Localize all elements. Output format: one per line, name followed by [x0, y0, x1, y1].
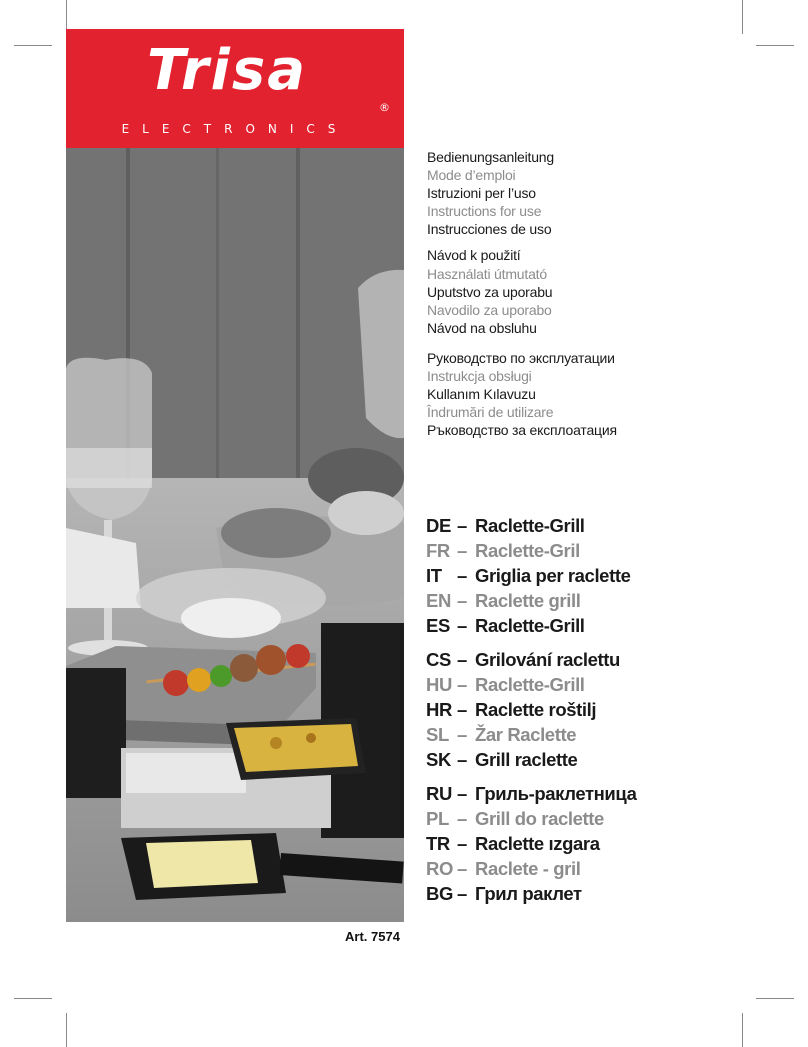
crop-mark	[756, 998, 794, 999]
product-title: Raclette grill	[475, 590, 581, 611]
instructions-item: Instrukcja obsługi	[427, 368, 532, 385]
language-code: RO	[426, 858, 453, 879]
product-title: Гриль-раклетница	[475, 783, 637, 804]
language-code: FR	[426, 540, 450, 561]
dash: –	[457, 565, 467, 586]
dash: –	[457, 540, 467, 561]
product-title-row	[426, 613, 636, 638]
dash: –	[457, 858, 467, 879]
language-code: DE	[426, 515, 451, 536]
instructions-item: Uputstvo za uporabu	[427, 283, 553, 300]
dash: –	[457, 590, 467, 611]
instructions-item: Instrucciones de uso	[427, 221, 552, 238]
product-titles-list	[426, 513, 636, 906]
crop-mark	[14, 998, 52, 999]
language-code: TR	[426, 833, 450, 854]
brand-logo	[66, 29, 404, 148]
product-title-row	[426, 831, 636, 856]
crop-mark	[14, 45, 52, 46]
product-title: Raclete - gril	[475, 858, 581, 879]
language-code: EN	[426, 590, 451, 611]
product-title-row	[426, 881, 636, 906]
product-title: Griglia per raclette	[475, 565, 631, 586]
crop-mark	[742, 0, 743, 34]
product-title: Raclette-Gril	[475, 540, 580, 561]
product-title: Raclette-Grill	[475, 674, 585, 695]
product-title: Grill raclette	[475, 749, 578, 770]
language-code: PL	[426, 808, 449, 829]
product-title-row	[426, 856, 636, 881]
product-title-row	[426, 672, 636, 697]
product-title: Raclette-Grill	[475, 615, 585, 636]
crop-mark	[742, 1013, 743, 1047]
product-title-row	[426, 647, 636, 672]
instructions-item: Руководство по эксплуатации	[427, 349, 615, 366]
product-title-row	[426, 781, 636, 806]
language-code: SK	[426, 749, 451, 770]
instructions-list	[427, 148, 617, 439]
language-code: HR	[426, 699, 452, 720]
language-code: CS	[426, 649, 451, 670]
instructions-item: Návod na obsluhu	[427, 319, 537, 336]
language-code: BG	[426, 883, 453, 904]
product-title-row	[426, 722, 636, 747]
dash: –	[457, 674, 467, 695]
dash: –	[457, 833, 467, 854]
product-title: Raclette-Grill	[475, 515, 585, 536]
language-code: IT	[426, 565, 442, 586]
product-title-row	[426, 563, 636, 588]
dash: –	[457, 883, 467, 904]
dash: –	[457, 808, 467, 829]
dash: –	[457, 724, 467, 745]
dash: –	[457, 783, 467, 804]
product-title: Raclette ızgara	[475, 833, 600, 854]
instructions-item: Istruzioni per l’uso	[427, 185, 536, 202]
instructions-item: Kullanım Kılavuzu	[427, 386, 536, 403]
dash: –	[457, 699, 467, 720]
product-title: Raclette roštilj	[475, 699, 597, 720]
product-title-row	[426, 747, 636, 772]
product-title-row	[426, 806, 636, 831]
instructions-item: Ръководство за експлоатация	[427, 422, 617, 439]
product-title-row	[426, 538, 636, 563]
product-photo	[66, 148, 404, 922]
dash: –	[457, 649, 467, 670]
dash: –	[457, 749, 467, 770]
instructions-item: Mode d’emploi	[427, 167, 516, 184]
language-code: HU	[426, 674, 452, 695]
brand-name: Trisa	[147, 38, 307, 103]
instructions-item: Bedienungsanleitung	[427, 149, 554, 165]
instructions-item: Instructions for use	[427, 203, 542, 220]
instructions-item: Îndrumări de utilizare	[427, 404, 554, 421]
crop-mark	[756, 45, 794, 46]
article-number: Art. 7574	[345, 929, 400, 944]
product-title: Grilování raclettu	[475, 649, 620, 670]
registered-mark: ®	[379, 101, 390, 114]
dash: –	[457, 515, 467, 536]
language-code: RU	[426, 783, 452, 804]
dash: –	[457, 615, 467, 636]
product-title-row	[426, 513, 636, 538]
language-code: ES	[426, 615, 450, 636]
crop-mark	[66, 1013, 67, 1047]
language-code: SL	[426, 724, 449, 745]
brand-subtitle: ELECTRONICS	[121, 122, 349, 136]
product-title-row	[426, 697, 636, 722]
product-title: Грил раклет	[475, 883, 582, 904]
instructions-item: Használati útmutató	[427, 265, 547, 282]
product-title: Žar Raclette	[475, 724, 577, 745]
instructions-item: Navodilo za uporabo	[427, 301, 552, 318]
product-title-row	[426, 588, 636, 613]
instructions-item: Návod k použití	[427, 247, 521, 264]
product-title: Grill do raclette	[475, 808, 604, 829]
